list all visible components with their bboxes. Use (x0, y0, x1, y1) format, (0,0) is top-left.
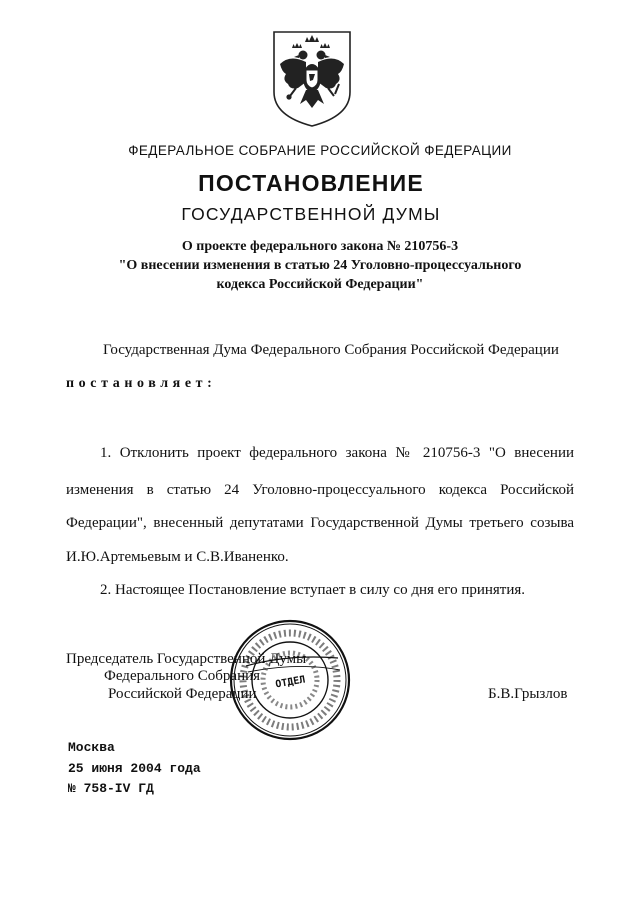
official-stamp (228, 618, 352, 742)
assembly-heading: ФЕДЕРАЛЬНОЕ СОБРАНИЕ РОССИЙСКОЙ ФЕДЕРАЦИИ (128, 143, 512, 158)
footer-number: № 758-IV ГД (68, 781, 154, 796)
signature-title-line-3: Российской Федерации (108, 686, 257, 702)
preamble: Государственная Дума Федерального Собрания Российской Федерации (103, 342, 559, 358)
decrees-word: постановляет: (66, 376, 217, 391)
footer-date: 25 июня 2004 года (68, 761, 201, 776)
signature-title-line-2: Федерального Собрания (104, 668, 261, 684)
about-line-3: кодекса Российской Федерации" (216, 277, 424, 292)
signatory-name: Б.В.Грызлов (488, 686, 568, 702)
item-1-line-2: изменения в статью 24 Уголовно-процессуального кодекса Российской (66, 482, 574, 498)
round-seal-icon (228, 618, 352, 742)
footer-city: Москва (68, 740, 115, 755)
item-1-line-3: Федерации", внесенный депутатами Государственной Думы третьего созыва (66, 515, 574, 531)
item-2: 2. Настоящее Постановление вступает в силу со дня его принятия. (100, 582, 526, 598)
about-line-1: О проекте федерального закона № 210756-3 (181, 239, 459, 254)
russian-coat-of-arms-icon (270, 28, 354, 130)
stamp-label: ОТДЕЛ (274, 674, 307, 691)
item-1-line-1: 1. Отклонить проект федерального закона № 210756-3 "О внесении (100, 445, 574, 461)
about-line-2: "О внесении изменения в статью 24 Уголовно-процессуального (118, 258, 522, 273)
document-subtitle: ГОСУДАРСТВЕННОЙ ДУМЫ (181, 204, 441, 224)
item-1-line-4: И.Ю.Артемьевым и С.В.Иваненко. (66, 549, 289, 565)
document-title: ПОСТАНОВЛЕНИЕ (198, 170, 424, 196)
coat-of-arms-emblem (270, 28, 354, 130)
signature-title-line-1: Председатель Государственной Думы (66, 651, 307, 667)
